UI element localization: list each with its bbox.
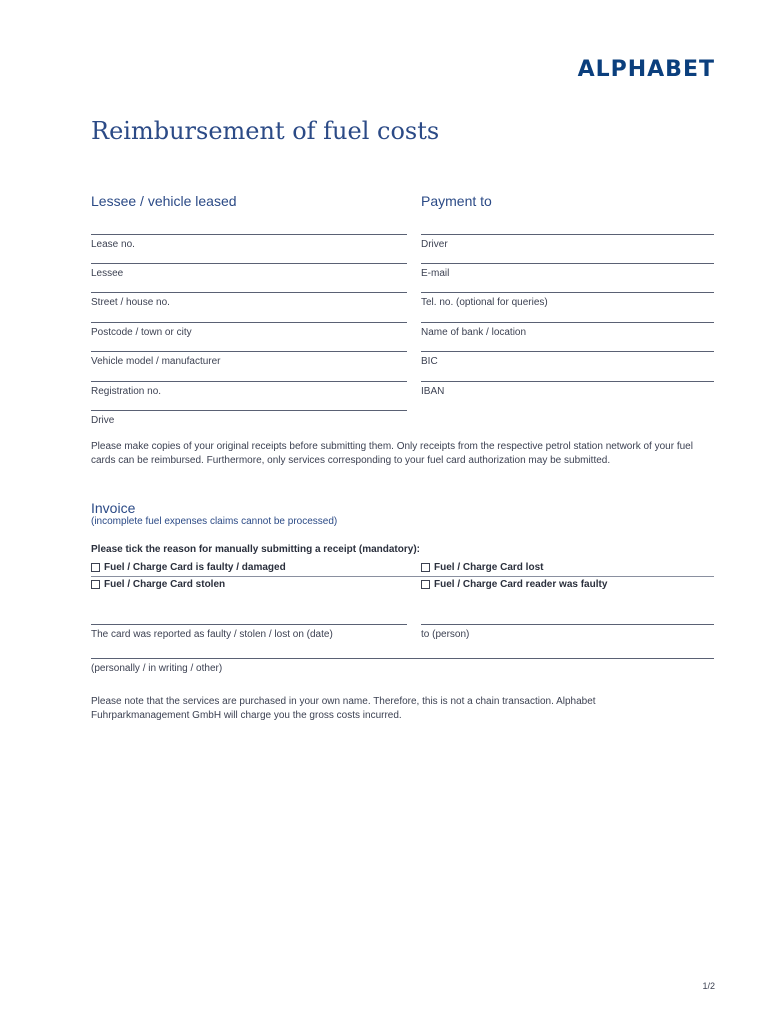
page-number: 1/2	[702, 981, 715, 991]
reported-to-field[interactable]	[421, 624, 714, 644]
lessee-label: Lessee	[91, 268, 124, 279]
field-line	[91, 263, 407, 264]
option-reader-faulty-label: Fuel / Charge Card reader was faulty	[434, 578, 608, 590]
field-line	[421, 351, 714, 352]
option-reader-faulty[interactable]	[421, 577, 607, 591]
driver-field[interactable]	[421, 234, 714, 254]
alphabet-logo: ALPHABET	[577, 57, 715, 82]
lessee-field[interactable]	[91, 263, 407, 283]
field-line	[421, 234, 714, 235]
page-title: Reimbursement of fuel costs	[91, 117, 440, 145]
lease-no-field[interactable]	[91, 234, 407, 254]
bank-field[interactable]	[421, 322, 714, 342]
driver-label: Driver	[421, 239, 448, 250]
field-line	[421, 322, 714, 323]
checkbox[interactable]	[91, 563, 100, 572]
tel-label: Tel. no. (optional for queries)	[421, 297, 548, 308]
vehicle-model-field[interactable]	[91, 351, 407, 371]
field-line	[91, 322, 407, 323]
reported-date-field[interactable]	[91, 624, 407, 644]
option-stolen[interactable]	[91, 577, 225, 591]
iban-label: IBAN	[421, 386, 445, 397]
field-line	[421, 292, 714, 293]
postcode-label: Postcode / town or city	[91, 327, 192, 338]
report-method-label: (personally / in writing / other)	[91, 663, 223, 674]
payment-section-heading: Payment to	[421, 193, 492, 209]
postcode-field[interactable]	[91, 322, 407, 342]
invoice-heading: Invoice	[91, 500, 136, 516]
field-line	[91, 351, 407, 352]
invoice-subheading: (incomplete fuel expenses claims cannot be processed)	[91, 516, 338, 527]
vehicle-model-label: Vehicle model / manufacturer	[91, 356, 221, 367]
lease-no-label: Lease no.	[91, 239, 135, 250]
receipt-copy-note: Please make copies of your original receipts before submitting them. Only receipts from the respective petrol station network of your fuel cards can be reimbursed. Furthermore, only services corresponding to your fuel card authorization may be submitted.	[91, 441, 693, 466]
field-line	[421, 263, 714, 264]
iban-field[interactable]	[421, 381, 714, 401]
field-line	[91, 658, 714, 659]
option-stolen-label: Fuel / Charge Card stolen	[104, 578, 226, 590]
reason-heading: Please tick the reason for manually submitting a receipt (mandatory):	[91, 544, 420, 555]
registration-field[interactable]	[91, 381, 407, 401]
drive-label: Drive	[91, 415, 115, 426]
report-method-field[interactable]	[91, 658, 714, 678]
email-label: E-mail	[421, 268, 450, 279]
field-line	[91, 381, 407, 382]
field-line	[91, 292, 407, 293]
registration-label: Registration no.	[91, 386, 162, 397]
reported-to-label: to (person)	[421, 629, 470, 640]
field-line	[91, 234, 407, 235]
reported-date-label: The card was reported as faulty / stolen / lost on (date)	[91, 629, 333, 640]
field-line	[421, 624, 714, 625]
checkbox[interactable]	[421, 563, 430, 572]
street-field[interactable]	[91, 292, 407, 312]
option-faulty-label: Fuel / Charge Card is faulty / damaged	[104, 561, 286, 573]
field-line	[421, 381, 714, 382]
checkbox[interactable]	[421, 580, 430, 589]
street-label: Street / house no.	[91, 297, 170, 308]
lessee-section-heading: Lessee / vehicle leased	[91, 193, 237, 209]
checkbox[interactable]	[91, 580, 100, 589]
bic-label: BIC	[421, 356, 438, 367]
bic-field[interactable]	[421, 351, 714, 371]
field-line	[91, 624, 407, 625]
option-lost[interactable]	[421, 560, 543, 574]
option-faulty[interactable]	[91, 560, 286, 574]
field-line	[91, 410, 407, 411]
email-field[interactable]	[421, 263, 714, 283]
option-lost-label: Fuel / Charge Card lost	[434, 561, 544, 573]
tel-field[interactable]	[421, 292, 714, 312]
bank-label: Name of bank / location	[421, 327, 527, 338]
drive-field[interactable]	[91, 410, 407, 430]
purchase-note: Please note that the services are purchased in your own name. Therefore, this is not a chain transaction. Alphabet Fuhrparkmanagement GmbH will charge you the gross costs incurred.	[91, 696, 596, 721]
